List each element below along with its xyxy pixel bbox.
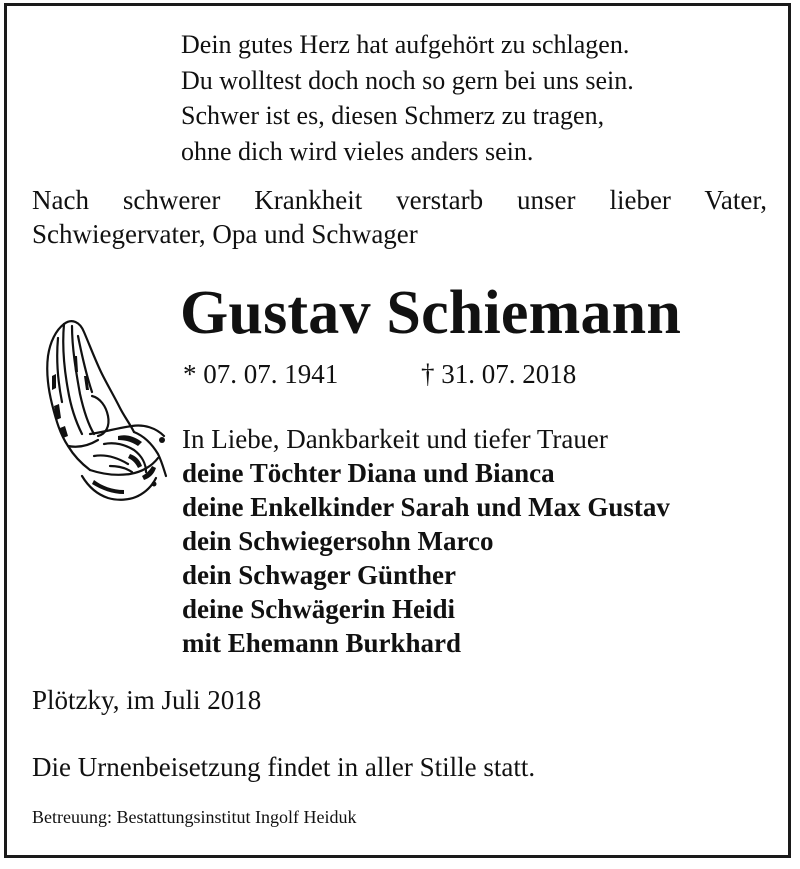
- mourner-line: deine Töchter Diana und Bianca: [182, 458, 555, 488]
- poem: [181, 27, 634, 169]
- praying-hands-icon: [34, 316, 172, 506]
- poem-line: Schwer ist es, diesen Schmerz zu tragen,: [181, 101, 605, 130]
- death-announcement: [32, 183, 767, 251]
- mourner-line: dein Schwager Günther: [182, 560, 457, 590]
- poem-line: Dein gutes Herz hat aufgehört zu schlagen.: [181, 30, 630, 59]
- mourner-line: dein Schwiegersohn Marco: [182, 526, 494, 556]
- burial-note: Die Urnenbeisetzung findet in aller Stille statt.: [32, 752, 536, 782]
- announcement-line: Schwiegervater, Opa und Schwager: [32, 219, 418, 249]
- mourner-line: deine Enkelkinder Sarah und Max Gustav: [182, 492, 670, 522]
- poem-line: ohne dich wird vieles anders sein.: [181, 136, 534, 166]
- mourners-list: [182, 422, 670, 660]
- funeral-home-note: Betreuung: Bestattungsinstitut Ingolf Heiduk: [32, 807, 357, 827]
- death-date: † 31. 07. 2018: [421, 359, 577, 389]
- mourner-line: deine Schwägerin Heidi: [182, 594, 456, 624]
- place-and-date: Plötzky, im Juli 2018: [32, 685, 262, 715]
- announcement-line: Nach schwerer Krankheit verstarb unser lieber Vater,: [32, 185, 767, 215]
- mourners-intro: In Liebe, Dankbarkeit und tiefer Trauer: [182, 424, 608, 454]
- poem-line: Du wolltest doch noch so gern bei uns sein.: [181, 65, 634, 95]
- deceased-name: Gustav Schiemann: [180, 279, 682, 347]
- birth-date: * 07. 07. 1941: [183, 359, 339, 389]
- mourner-line: mit Ehemann Burkhard: [182, 628, 462, 658]
